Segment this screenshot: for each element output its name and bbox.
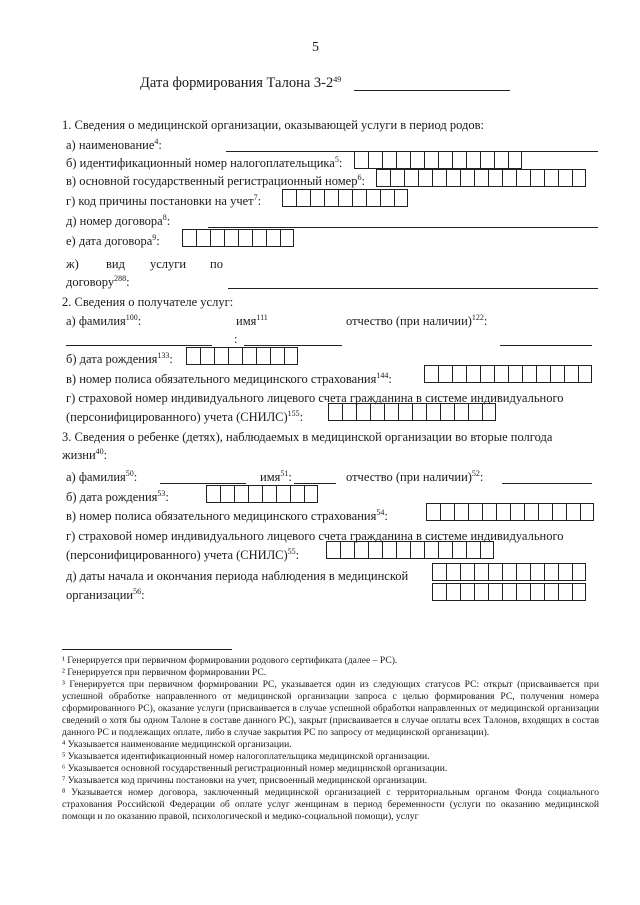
footnote-7: ⁷ Указывается код причины постановки на учет, присвоенный медицинской организации. bbox=[62, 775, 428, 786]
observation-start-boxes[interactable] bbox=[432, 563, 586, 581]
contract-date-label: е) дата договора$^9$: bbox=[66, 233, 160, 248]
page-number: 5 bbox=[312, 40, 319, 55]
child-surname-field[interactable] bbox=[160, 483, 246, 484]
contract-number-field[interactable] bbox=[208, 227, 598, 228]
talon-date-line[interactable] bbox=[354, 90, 510, 91]
kpp-boxes[interactable] bbox=[282, 189, 408, 207]
recipient-snils-line2: (персонифицированного) учета (СНИЛС)$^{155}$: bbox=[66, 409, 304, 424]
service-type-w2: вид bbox=[106, 257, 125, 271]
footnote-4: ⁴ Указывается наименование медицинской организации. bbox=[62, 739, 292, 750]
recipient-name-label: имя$^{111}$ bbox=[236, 313, 268, 328]
child-patronymic-field[interactable] bbox=[502, 483, 592, 484]
recipient-oms-boxes[interactable] bbox=[424, 365, 592, 383]
service-type-w1: ж) bbox=[66, 257, 79, 271]
footnote-1: ¹ Генерируется при первичном формировании родового сертификата (далее – РС). bbox=[62, 655, 398, 666]
recipient-patronymic-label: отчество (при наличии)$^{122}$: bbox=[346, 313, 488, 328]
footnote-5: ⁵ Указывается идентификационный номер налогоплательщика медицинской организации. bbox=[62, 751, 430, 762]
recipient-birthdate-label: б) дата рождения$^{133}$: bbox=[66, 351, 173, 366]
child-snils-line1: г) страховой номер индивидуального лицевого счета гражданина в системе индивидуального bbox=[66, 529, 564, 543]
service-type-line2: договору$^{288}$: bbox=[66, 274, 130, 289]
footnote-3: ³ Генерируется при первичном формировании РС, указывается один из следующих статусов РС: открыт (присваивается при успешной обработке направленного от медицинской организации запроса с целью формирования РС, получения номера сформированного РС), оказание услуги (присваивается в случае успешной обработки направленных от медицинской организации сведений о хотя бы одном Талоне в составе данного РС), закрыт (присваивается в случае оплаты всех Талонов, входящих в состав данного РС и подлежащих оплате, либо в случае закрытия РС по запросу от медицинской организации). bbox=[62, 679, 599, 738]
recipient-oms-label: в) номер полиса обязательного медицинского страхования$^{144}$: bbox=[66, 371, 392, 386]
inn-label: б) идентификационный номер налогоплательщика$^5$: bbox=[66, 155, 343, 170]
service-type-field[interactable] bbox=[228, 288, 598, 289]
recipient-birthdate-boxes[interactable] bbox=[186, 347, 298, 365]
footnote-2: ² Генерируется при первичном формировании РС. bbox=[62, 667, 267, 678]
contract-number-label: д) номер договора$^8$: bbox=[66, 213, 171, 228]
ogrn-label: в) основной государственный регистрационный номер$^6$: bbox=[66, 173, 365, 188]
footnote-6: ⁶ Указывается основной государственный регистрационный номер медицинской организации. bbox=[62, 763, 448, 774]
recipient-snils-boxes[interactable] bbox=[328, 403, 496, 421]
child-name-label: имя$^{51}$: bbox=[260, 469, 292, 484]
service-type-w4: по bbox=[210, 257, 223, 271]
talon-date-title: Дата формирования Талона $3-2^{49}$ bbox=[140, 75, 342, 91]
contract-date-boxes[interactable] bbox=[182, 229, 294, 247]
child-snils-line2: (персонифицированного) учета (СНИЛС)$^{55}$: bbox=[66, 547, 300, 562]
footnote-8: ⁸ Указывается номер договора, заключенный медицинской организацией с территориальным органом Фонда социального страхования Российской Федерации об оплате услуг женщинам в период беременности (услуги по оказанию медицинской помощи и по оказанию правой, психологической и медико-социальной помощи), услуг bbox=[62, 787, 599, 822]
kpp-label: г) код причины постановки на учет$^7$: bbox=[66, 193, 262, 208]
section-3-heading-line1: 3. Сведения о ребенке (детях), наблюдаемых в медицинской организации во вторые полгода bbox=[62, 430, 553, 444]
child-oms-label: в) номер полиса обязательного медицинского страхования$^{54}$: bbox=[66, 508, 388, 523]
child-snils-boxes[interactable] bbox=[326, 541, 494, 559]
inn-boxes[interactable] bbox=[354, 151, 522, 169]
observation-period-line2: организации$^{56}$: bbox=[66, 587, 145, 602]
section-3-heading-line2: жизни$^{40}$: bbox=[62, 447, 108, 462]
child-oms-boxes[interactable] bbox=[426, 503, 594, 521]
section-2-heading: 2. Сведения о получателе услуг: bbox=[62, 295, 234, 309]
footnotes bbox=[62, 655, 599, 823]
child-birthdate-boxes[interactable] bbox=[206, 485, 318, 503]
footnote-separator bbox=[62, 649, 232, 650]
recipient-surname-field[interactable] bbox=[66, 345, 212, 346]
child-patronymic-label: отчество (при наличии)$^{52}$: bbox=[346, 469, 484, 484]
child-birthdate-label: б) дата рождения$^{53}$: bbox=[66, 489, 169, 504]
ogrn-boxes[interactable] bbox=[376, 169, 586, 187]
observation-period-line1: д) даты начала и окончания периода наблюдения в медицинской bbox=[66, 569, 409, 583]
recipient-surname-label: а) фамилия$^{100}$: bbox=[66, 313, 142, 328]
recipient-name-colon: : bbox=[234, 332, 238, 346]
child-surname-label: а) фамилия$^{50}$: bbox=[66, 469, 138, 484]
observation-end-boxes[interactable] bbox=[432, 583, 586, 601]
recipient-snils-line1: г) страховой номер индивидуального лицевого счета гражданина в системе индивидуального bbox=[66, 391, 564, 405]
org-name-label: а) наименование$^4$: bbox=[66, 137, 162, 152]
child-name-field[interactable] bbox=[294, 483, 336, 484]
recipient-patronymic-field[interactable] bbox=[500, 345, 592, 346]
section-1-heading: 1. Сведения о медицинской организации, оказывающей услуги в период родов: bbox=[62, 118, 484, 132]
recipient-name-field[interactable] bbox=[244, 345, 342, 346]
service-type-w3: услуги bbox=[150, 257, 187, 271]
